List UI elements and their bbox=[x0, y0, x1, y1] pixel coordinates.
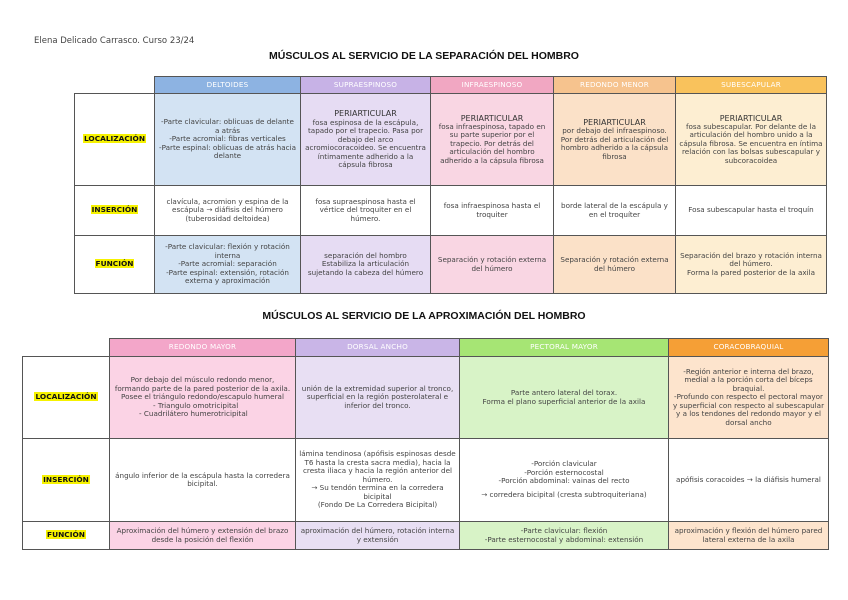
author-line: Elena Delicado Carrasco. Curso 23/24 bbox=[34, 36, 195, 46]
cell-dorsal-ancho-insercion: lámina tendinosa (apófisis espinosas desde T6 hasta la cresta sacra media), hacia la cresta iliaca y hacia la región anterior del húmero. → Su tendón termina en la corredera bicipital (Fondo De La Corredera Bicipital) bbox=[296, 439, 460, 522]
col-header-dorsal-ancho: DORSAL ANCHO bbox=[296, 339, 460, 357]
col-header-subescapular: SUBESCAPULAR bbox=[676, 77, 827, 94]
col-header-deltoides: DELTOIDES bbox=[155, 77, 301, 94]
col-header-coracobraquial: CORACOBRAQUIAL bbox=[669, 339, 829, 357]
row-label-insercion: INSERCIÓN bbox=[23, 439, 110, 522]
cell-supraespinoso-insercion: fosa supraespinosa hasta el vértice del troquiter en el húmero. bbox=[301, 186, 431, 236]
cell-coracobraquial-funcion: aproximación y flexión del húmero pared lateral externa de la axila bbox=[669, 522, 829, 550]
row-label-localizacion: LOCALIZACIÓN bbox=[23, 357, 110, 439]
cell-subescapular-insercion: Fosa subescapular hasta el troquín bbox=[676, 186, 827, 236]
cell-redondo-menor-insercion: borde lateral de la escápula y en el troquíter bbox=[554, 186, 676, 236]
row-localizacion bbox=[75, 94, 827, 186]
cell-dorsal-ancho-funcion: aproximación del húmero, rotación interna y extensión bbox=[296, 522, 460, 550]
table2-title: MÚSCULOS AL SERVICIO DE LA APROXIMACIÓN DEL HOMBRO bbox=[262, 310, 586, 322]
cell-redondo-mayor-insercion: ángulo inferior de la escápula hasta la corredera bicipital. bbox=[110, 439, 296, 522]
cell-coracobraquial-insercion: apófisis coracoides → la diáfisis humeral bbox=[669, 439, 829, 522]
row-label-insercion: INSERCIÓN bbox=[75, 186, 155, 236]
cell-redondo-menor-localizacion: PERIARTICULAR por debajo del infraespinoso. Por detrás del articulación del hombro adherido a la cápsula fibrosa bbox=[554, 94, 676, 186]
col-header-infraespinoso: INFRAESPINOSO bbox=[431, 77, 554, 94]
corner-cell bbox=[75, 77, 155, 94]
cell-redondo-mayor-localizacion: Por debajo del músculo redondo menor, formando parte de la pared posterior de la axila. Posee el triángulo redondo/escapulo humeral - Triangulo omotricipital - Cuadrilátero humerotricipital bbox=[110, 357, 296, 439]
cell-deltoides-localizacion: -Parte clavicular: oblicuas de delante a atrás -Parte acromial: fibras verticales -Parte espinal: oblicuas de atrás hacia delante bbox=[155, 94, 301, 186]
table1-header-row bbox=[75, 77, 827, 94]
cell-coracobraquial-localizacion: -Región anterior e interna del brazo, medial a la porción corta del bíceps braquial. -Profundo con respecto el pectoral mayor y superficial con respecto al subescapular y a los tendones del redondo mayor y el dorsal ancho bbox=[669, 357, 829, 439]
col-header-supraespinoso: SUPRAESPINOSO bbox=[301, 77, 431, 94]
row-label-localizacion: LOCALIZACIÓN bbox=[75, 94, 155, 186]
col-header-pectoral-mayor: PECTORAL MAYOR bbox=[460, 339, 669, 357]
cell-infraespinoso-funcion: Separación y rotación externa del húmero bbox=[431, 236, 554, 294]
row-label-funcion: FUNCIÓN bbox=[75, 236, 155, 294]
table1-title: MÚSCULOS AL SERVICIO DE LA SEPARACIÓN DEL HOMBRO bbox=[269, 50, 579, 62]
table2-header-row bbox=[23, 339, 829, 357]
col-header-redondo-mayor: REDONDO MAYOR bbox=[110, 339, 296, 357]
cell-subescapular-funcion: Separación del brazo y rotación interna del húmero. Forma la pared posterior de la axila bbox=[676, 236, 827, 294]
row-label-funcion: FUNCIÓN bbox=[23, 522, 110, 550]
col-header-redondo-menor: REDONDO MENOR bbox=[554, 77, 676, 94]
cell-supraespinoso-funcion: separación del hombro Estabiliza la articulación sujetando la cabeza del húmero bbox=[301, 236, 431, 294]
cell-deltoides-insercion: clavícula, acromion y espina de la escápula → diáfisis del húmero (tuberosidad deltoidea) bbox=[155, 186, 301, 236]
cell-redondo-mayor-funcion: Aproximación del húmero y extensión del brazo desde la posición del flexión bbox=[110, 522, 296, 550]
cell-subescapular-localizacion: PERIARTICULAR fosa subescapular. Por delante de la articulación del hombro unido a la cápsula fibrosa. Se encuentra en íntima relación con las bolsas subescapular y subcoracoidea bbox=[676, 94, 827, 186]
row-funcion bbox=[23, 522, 829, 550]
cell-infraespinoso-localizacion: PERIARTICULAR fosa infraespinosa, tapado en su parte superior por el trapecio. Por detrás del articulación del hombro adherido a la cápsula fibrosa bbox=[431, 94, 554, 186]
row-localizacion bbox=[23, 357, 829, 439]
row-insercion bbox=[75, 186, 827, 236]
separation-table bbox=[74, 76, 827, 294]
cell-supraespinoso-localizacion: PERIARTICULAR fosa espinosa de la escápula, tapado por el trapecio. Pasa por debajo del arco acromiocoracoideo. Se encuentra íntimamente adherido a la cápsula fibrosa bbox=[301, 94, 431, 186]
cell-pectoral-mayor-insercion: -Porción clavicular -Porción esternocostal -Porción abdominal: vainas del recto → corredera bicipital (cresta subtroquiteriana) bbox=[460, 439, 669, 522]
row-insercion bbox=[23, 439, 829, 522]
row-funcion bbox=[75, 236, 827, 294]
cell-pectoral-mayor-localizacion: Parte antero lateral del torax. Forma el plano superficial anterior de la axila bbox=[460, 357, 669, 439]
approximation-table bbox=[22, 338, 829, 550]
cell-infraespinoso-insercion: fosa infraespinosa hasta el troquiter bbox=[431, 186, 554, 236]
cell-pectoral-mayor-funcion: -Parte clavicular: flexión -Parte esternocostal y abdominal: extensión bbox=[460, 522, 669, 550]
corner-cell bbox=[23, 339, 110, 357]
cell-redondo-menor-funcion: Separación y rotación externa del húmero bbox=[554, 236, 676, 294]
cell-dorsal-ancho-localizacion: unión de la extremidad superior al tronco, superficial en la región posterolateral e inferior del tronco. bbox=[296, 357, 460, 439]
cell-deltoides-funcion: -Parte clavicular: flexión y rotación interna -Parte acromial: separación -Parte espinal: extensión, rotación externa y aproximación bbox=[155, 236, 301, 294]
